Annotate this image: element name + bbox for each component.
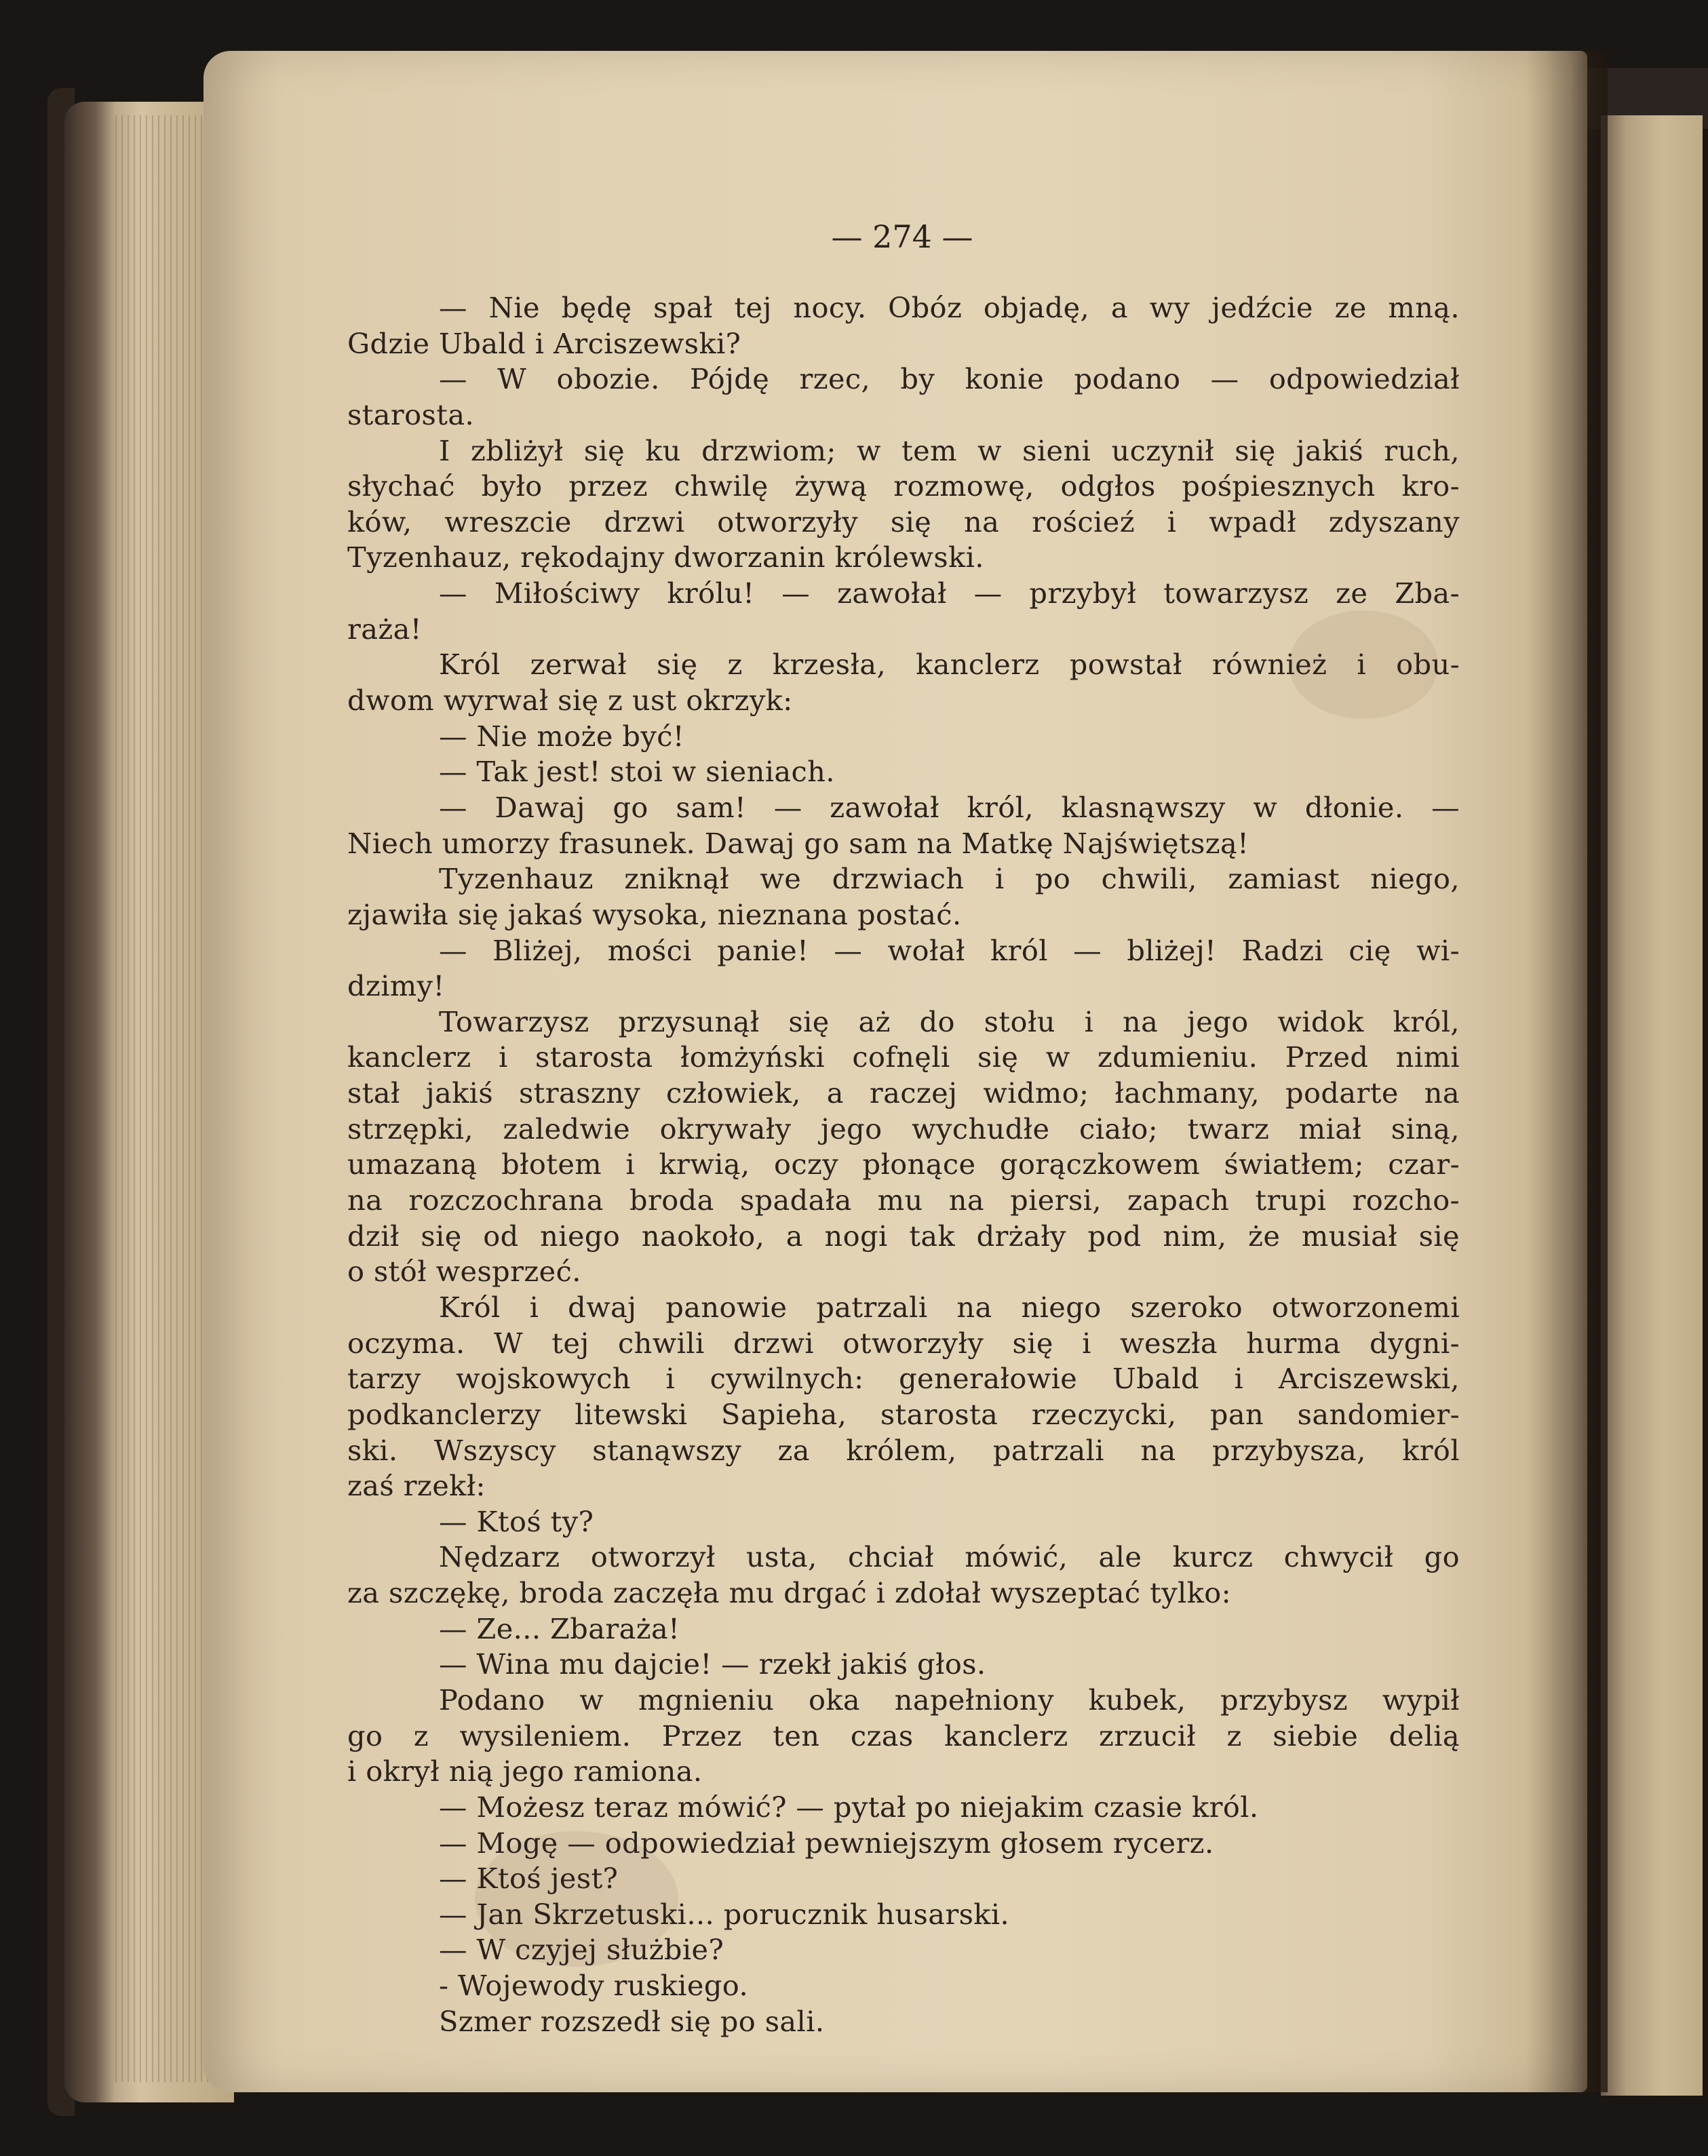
text-line: Gdzie Ubald i Arciszewski? [347, 326, 741, 360]
text-line: — Ze... Zbaraża! [439, 1611, 680, 1645]
text-line: kanclerz i starosta łomżyński cofnęli się w zdumieniu. Przed nimi [347, 1040, 1460, 1074]
page-gutter [1526, 51, 1608, 2092]
text-line: — Nie może być! [439, 719, 684, 753]
text-line: — Wina mu dajcie! — rzekł jakiś głos. [439, 1647, 986, 1681]
text-line: dzimy! [347, 969, 445, 1003]
text-line: na rozczochrana broda spadała mu na piersi, zapach trupi rozcho- [347, 1183, 1460, 1217]
text-line: tarzy wojskowych i cywilnych: generałowie Ubald i Arciszewski, [347, 1362, 1460, 1396]
text-line: — Miłościwy królu! — zawołał — przybył towarzysz ze Zba- [439, 576, 1460, 610]
text-line: umazaną błotem i krwią, oczy płonące gorączkowem światłem; czar- [347, 1148, 1460, 1181]
text-line: dwom wyrwał się z ust okrzyk: [347, 684, 793, 718]
text-line: — Mogę — odpowiedział pewniejszym głosem rycerz. [439, 1826, 1214, 1860]
text-line: Tyzenhauz zniknął we drzwiach i po chwili, zamiast niego, [439, 862, 1460, 896]
text-line: zjawiła się jakaś wysoka, nieznana postać. [347, 897, 962, 931]
text-line: Nędzarz otworzył usta, chciał mówić, ale kurcz chwycił go [439, 1540, 1460, 1574]
text-line: strzępki, zaledwie okrywały jego wychudłe ciało; twarz miał siną, [347, 1112, 1460, 1145]
page-number: — 274 — [831, 218, 973, 255]
text-line: — W obozie. Pójdę rzec, by konie podano — odpowiedział [439, 362, 1460, 396]
text-line: — Ktoś ty? [439, 1504, 594, 1538]
text-line: go z wysileniem. Przez ten czas kanclerz zrzucił z siebie delią [347, 1719, 1460, 1752]
text-line: Król zerwał się z krzesła, kanclerz powstał również i obu- [439, 648, 1460, 682]
text-line: Król i dwaj panowie patrzali na niego szeroko otworzonemi [439, 1290, 1460, 1324]
text-line: I zbliżył się ku drzwiom; w tem w sieni uczynił się jakiś ruch, [439, 433, 1460, 467]
text-line: słychać było przez chwilę żywą rozmowę, odgłos pośpiesznych kro- [347, 469, 1460, 503]
facing-page [1601, 115, 1703, 2096]
text-line: — W czyjej służbie? [439, 1933, 724, 1967]
text-line: za szczękę, broda zaczęła mu drgać i zdołał wyszeptać tylko: [347, 1576, 1232, 1610]
text-line: — Nie będę spał tej nocy. Obóz objadę, a wy jedźcie ze mną. [439, 291, 1460, 324]
text-line: oczyma. W tej chwili drzwi otworzyły się i weszła hurma dygni- [347, 1326, 1460, 1360]
text-line: — Tak jest! stoi w sieniach. [439, 755, 835, 789]
text-line: Tyzenhauz, rękodajny dworzanin królewski. [347, 541, 984, 574]
text-line: Niech umorzy frasunek. Dawaj go sam na Matkę Najświętszą! [347, 826, 1249, 860]
text-line: starosta. [347, 397, 475, 431]
text-line: stał jakiś straszny człowiek, a raczej widmo; łachmany, podarte na [347, 1076, 1460, 1110]
text-line: Podano w mgnieniu oka napełniony kubek, przybysz wypił [439, 1683, 1460, 1717]
page-text [347, 290, 1460, 2039]
text-line: — Jan Skrzetuski... porucznik husarski. [439, 1897, 1010, 1931]
text-line: Szmer rozszedł się po sali. [439, 2004, 825, 2038]
text-line: o stół wesprzeć. [347, 1255, 581, 1289]
text-line: rażа! [347, 612, 422, 646]
text-line: — Możesz teraz mówić? — pytał po niejakim czasie król. [439, 1790, 1259, 1824]
text-line: ków, wreszcie drzwi otworzyły się na rościeź i wpadł zdyszany [347, 505, 1460, 538]
text-line: — Ktoś jest? [439, 1862, 619, 1896]
text-line: - Wojewody ruskiego. [439, 1969, 749, 2003]
text-line: dził się od niego naokoło, a nogi tak drżały pod nim, że musiał się [347, 1219, 1460, 1253]
text-line: — Dawaj go sam! — zawołał król, klasnąwszy w dłonie. — [439, 790, 1460, 824]
text-line: zaś rzekł: [347, 1469, 486, 1503]
text-line: — Bliżej, mości panie! — wołał król — bliżej! Radzi cię wi- [439, 933, 1460, 967]
text-line: Towarzysz przysunął się aż do stołu i na jego widok król, [439, 1004, 1460, 1038]
text-line: ski. Wszyscy stanąwszy za królem, patrzali na przybysza, król [347, 1433, 1460, 1467]
text-line: i okrył nią jego ramiona. [347, 1755, 703, 1788]
text-line: podkanclerzy litewski Sapieha, starosta rzeczycki, pan sandomier- [347, 1397, 1460, 1431]
